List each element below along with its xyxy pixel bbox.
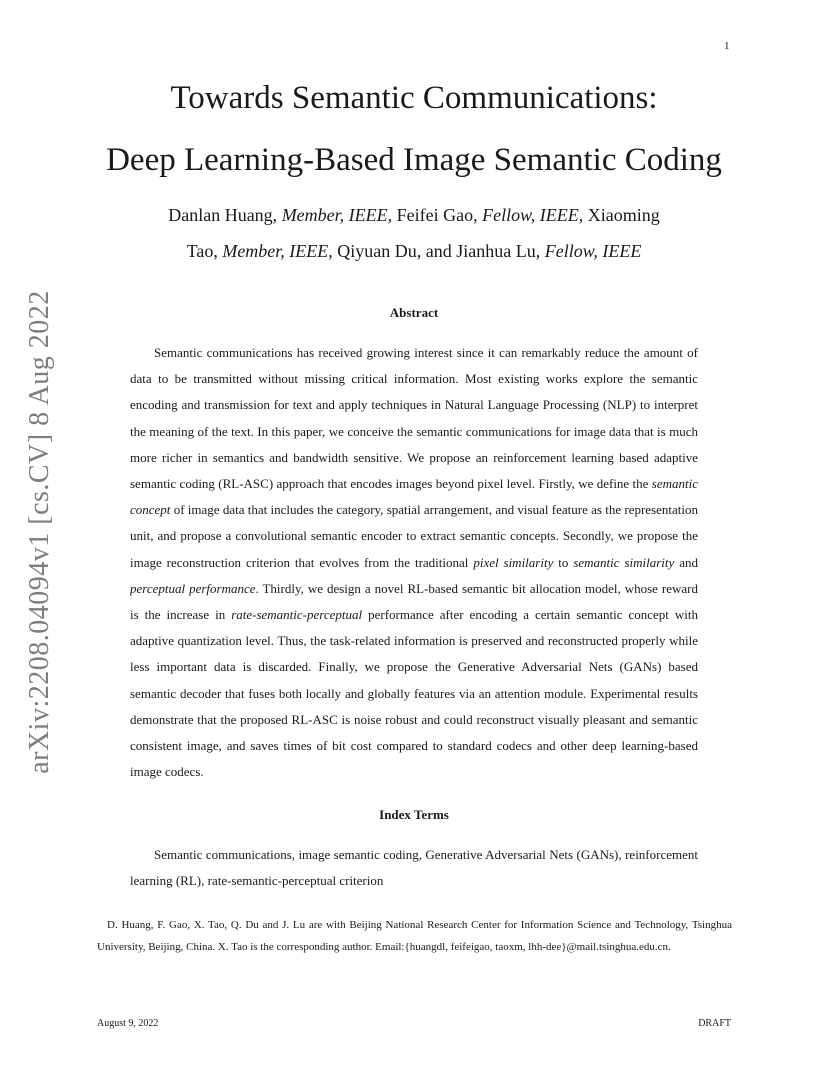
- abstract-body: [130, 340, 698, 785]
- abstract-italic-perceptual-performance: perceptual performance: [130, 580, 256, 596]
- footer-date: August 9, 2022: [97, 1018, 159, 1029]
- author-du-lu: Qiyuan Du, and Jianhua Lu,: [332, 241, 545, 261]
- author-gao: Feifei Gao,: [392, 205, 483, 225]
- authors-line-2: [110, 240, 718, 262]
- abstract-text-3: to: [553, 554, 574, 570]
- footer-draft-label: DRAFT: [698, 1018, 731, 1029]
- author-huang-affiliation: Member, IEEE,: [281, 205, 393, 225]
- authors-line-1: [110, 204, 718, 226]
- author-tao-first: Xiaoming: [583, 205, 660, 225]
- author-gao-affiliation: Fellow, IEEE,: [482, 205, 584, 225]
- paper-title-line-1: Towards Semantic Communications:: [170, 80, 658, 116]
- abstract-italic-semantic-similarity: semantic similarity: [573, 554, 675, 570]
- author-lu-affiliation: Fellow, IEEE: [544, 241, 642, 261]
- author-footnote: D. Huang, F. Gao, X. Tao, Q. Du and J. Lu are with Beijing National Research Center for Information Science and Technology, Tsinghua University, Beijing, China. X. Tao is the corresponding author. Email:{huangdl, feifeigao, taoxm, lhh-dee}@mail.tsinghua.edu.cn.: [97, 919, 732, 953]
- abstract-text-6: performance after encoding a certain semantic concept with adaptive quantization level. Thus, the task-related information is preserved and reconstructed properly while less important data is discarded. Finally, we propose the Generative Adversarial Nets (GANs) based semantic decoder that fuses both locally and globally features via an attention module. Experimental results demonstrate that the proposed RL-ASC is noise robust and could reconstruct visually pleasant and semantic consistent image, and saves times of bit cost compared to standard codecs and other deep learning-based image codecs.: [130, 607, 698, 780]
- paper-title-line-2: Deep Learning-Based Image Semantic Coding: [106, 142, 722, 178]
- abstract-text-2: of image data that includes the category, spatial arrangement, and visual feature as the representation unit, and propose a convolutional semantic encoder to extract semantic concepts. Secondly, we propose the image reconstruction criterion that evolves from the traditional: [130, 502, 698, 570]
- author-tao-affiliation: Member, IEEE,: [222, 241, 333, 261]
- abstract-text-1: Semantic communications has received growing interest since it can remarkably reduce the amount of data to be transmitted without missing critical information. Most existing works explore the semantic encoding and transmission for text and apply techniques in Natural Language Processing (NLP) to interpret the meaning of the text. In this paper, we conceive the semantic communications for image data that is much more richer in semantics and bandwidth sensitive. We propose an reinforcement learning based adaptive semantic coding (RL-ASC) approach that encodes images beyond pixel level. Firstly, we define the: [130, 345, 698, 492]
- arxiv-identifier: arXiv:2208.04094v1 [cs.CV] 8 Aug 2022: [24, 290, 55, 774]
- author-huang: Danlan Huang,: [168, 205, 282, 225]
- page-number: 1: [724, 40, 730, 52]
- abstract-italic-semantic-concept: semantic concept: [130, 476, 698, 518]
- author-tao-last: Tao,: [186, 241, 223, 261]
- abstract-italic-pixel-similarity: pixel similarity: [473, 554, 554, 570]
- abstract-text-4: and: [674, 554, 698, 570]
- index-terms-heading: Index Terms: [379, 807, 449, 822]
- index-terms-body: Semantic communications, image semantic coding, Generative Adversarial Nets (GANs), reinforcement learning (RL), rate-semantic-perceptual criterion: [130, 847, 698, 889]
- abstract-heading: Abstract: [389, 305, 439, 320]
- abstract-text-5: . Thirdly, we design a novel RL-based semantic bit allocation model, whose reward is the increase in: [130, 580, 698, 623]
- abstract-italic-rate-semantic-perceptual: rate-semantic-perceptual: [231, 607, 363, 623]
